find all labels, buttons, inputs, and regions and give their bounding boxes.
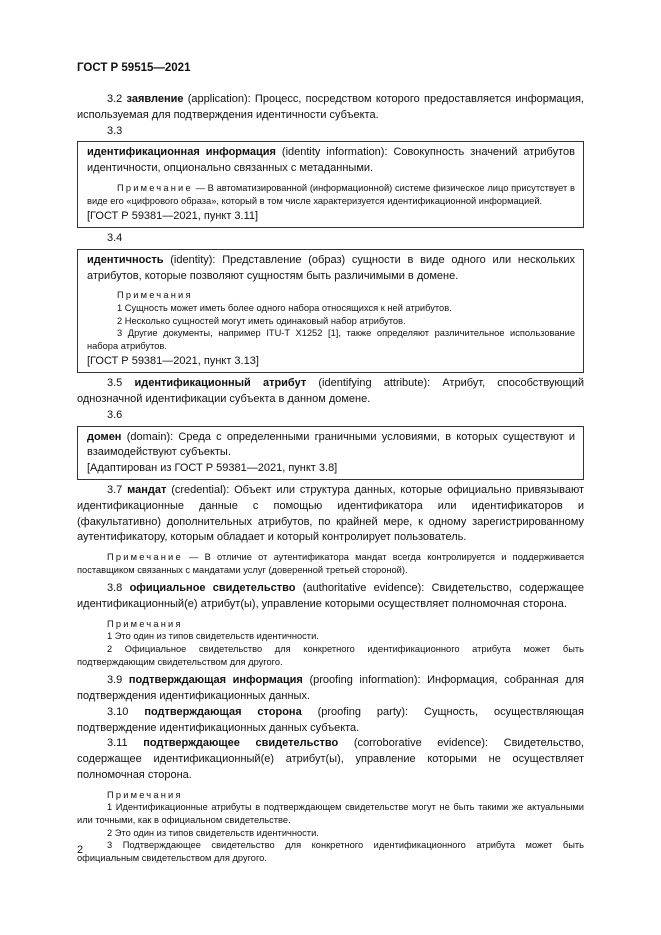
- definition-3-11: 3.11 подтверждающее свидетельство (corroborative evidence): Свидетельство, содержащее идентификационный(е) атрибут(ы), управление которыми не осуществляет полномочная сторона.: [77, 737, 584, 782]
- definition-3-10: 3.10 подтверждающая сторона (proofing party): Сущность, осуществляющая подтверждение идентификационных данных субъекта.: [77, 705, 584, 734]
- clause-number: 3.6: [107, 408, 123, 421]
- term: подтверждающее свидетельство: [143, 737, 339, 750]
- term: домен: [87, 430, 122, 443]
- document-header: ГОСТ Р 59515—2021: [77, 62, 191, 74]
- clause-number: 3.3: [107, 124, 123, 137]
- term: идентичность: [87, 253, 164, 266]
- source-reference: [ГОСТ Р 59381—2021, пункт 3.13]: [87, 355, 259, 368]
- term: официальное свидетельство: [129, 582, 296, 595]
- definition-box-3-4: идентичность (identity): Представление (образ) сущности в виде одного или нескольких атрибутов, которые позволяют сущностям быть различимыми в домене. Примечания 1 Сущность может иметь более одного набора относящихся к ней атрибутов. 2 Несколько сущностей могут иметь одинаковый набор атрибутов. 3 Другие документы, например ITU-T X1252 [1], также определяют различительное использование набора атрибутов. [ГОСТ Р 59381—2021, пункт 3.13]: [77, 249, 584, 373]
- note-item: 3 Подтверждающее свидетельство для конкретного идентификационного атрибута может быть официальным свидетельством для другого.: [77, 840, 584, 863]
- notes-title: Примечания: [107, 618, 183, 629]
- definition-box-3-6: домен (domain): Среда с определенными граничными условиями, в которых существуют и взаимодействуют субъекты. [Адаптирован из ГОСТ Р 59381—2021, пункт 3.8]: [77, 426, 584, 480]
- term: идентификационный атрибут: [134, 377, 307, 390]
- note-item: 2 Несколько сущностей могут иметь одинаковый набор атрибутов.: [117, 315, 406, 326]
- note-item: 2 Это один из типов свидетельств идентичности.: [107, 827, 319, 838]
- note: Примечание — В автоматизированной (информационной) системе физическое лицо присутствует в виде его «цифрового образа», который в том числе характеризуется идентификационной информацией.: [87, 182, 575, 206]
- term: подтверждающая сторона: [144, 705, 302, 718]
- term: мандат: [127, 483, 167, 496]
- definition-3-5: 3.5 идентификационный атрибут (identifying attribute): Атрибут, способствующий однозначной идентификации субъекта в данном домене.: [77, 377, 585, 405]
- note-item: 1 Это один из типов свидетельств идентичности.: [107, 631, 319, 642]
- note: Примечание — В отличие от аутентификатора мандат всегда контролируется и поддерживается поставщиком связанных с мандатами услуг (доверенной третьей стороной).: [77, 552, 584, 575]
- definition-3-9: 3.9 подтверждающая информация (proofing information): Информация, собранная для подтверждения идентификационных данных.: [77, 674, 585, 703]
- term: подтверждающая информация: [128, 674, 303, 687]
- document-body: [77, 92, 584, 864]
- note-item: 3 Другие документы, например ITU-T X1252 [1], также определяют различительное использование набора атрибутов.: [87, 328, 575, 351]
- definition-3-2: 3.2 заявление (application): Процесс, посредством которого предоставляется информация, используемая для подтверждения идентичности субъекта.: [77, 93, 584, 121]
- note-item: 1 Идентификационные атрибуты в подтверждающем свидетельстве могут не быть такими же актуальными или точными, как в официальном свидетельстве.: [77, 802, 584, 826]
- definition-box-3-3: идентификационная информация (identity information): Совокупность значений атрибутов идентичности, опционально связанных с метаданными. Примечание — В автоматизированной (информационной) системе физическое лицо присутствует в виде его «цифрового образа», который в том числе характеризуется идентификационной информацией. [ГОСТ Р 59381—2021, пункт 3.11]: [77, 141, 584, 228]
- source-reference: [Адаптирован из ГОСТ Р 59381—2021, пункт 3.8]: [87, 462, 338, 475]
- source-reference: [ГОСТ Р 59381—2021, пункт 3.11]: [87, 210, 259, 223]
- page-number: 2: [77, 844, 84, 856]
- term: идентификационная информация: [87, 146, 276, 159]
- term: заявление: [126, 93, 184, 105]
- definition-3-7: 3.7 мандат (credential): Объект или структура данных, которые официально привязывают идентификационные данные с помощью идентификатора или идентификаторов и (факультативно) дополнительных атрибутов, по крайней мере, к одному зарегистрированному аутентификатору, которым обладает и который контролирует пользователь.: [77, 483, 585, 544]
- note-item: 1 Сущность может иметь более одного набора относящихся к ней атрибутов.: [117, 302, 452, 313]
- note-item: 2 Официальное свидетельство для конкретного идентификационного атрибута может быть подтверждающим свидетельством для другого.: [77, 644, 584, 667]
- notes-title: Примечания: [117, 290, 193, 301]
- clause-number: 3.4: [107, 231, 123, 244]
- definition-3-8: 3.8 официальное свидетельство (authoritative evidence): Свидетельство, содержащее идентификационный(е) атрибут(ы), управление которыми осуществляет полномочная сторона.: [77, 582, 584, 611]
- notes-title: Примечания: [107, 789, 183, 800]
